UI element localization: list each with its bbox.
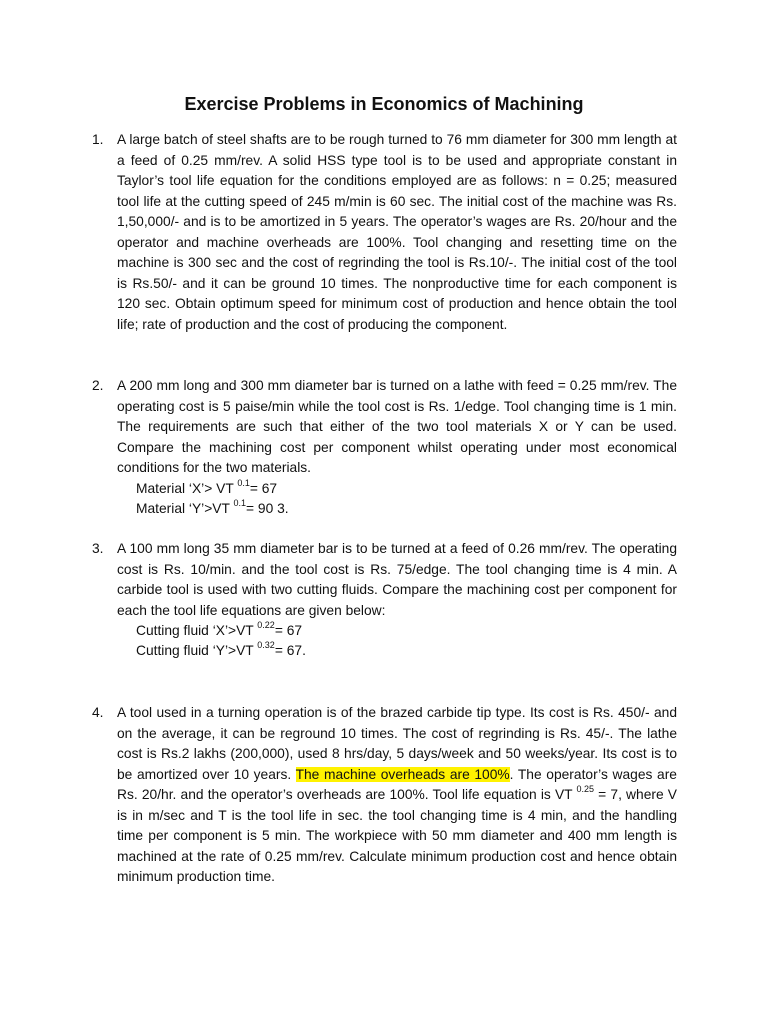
equation: Cutting fluid ‘Y’>VT $^{0.32}$= 67. (136, 640, 306, 658)
equation-list (136, 621, 677, 661)
problem-number: 2. (92, 378, 104, 393)
problem-3 (92, 539, 677, 661)
problem-4 (92, 703, 677, 888)
problem-text: A 200 mm long and 300 mm diameter bar is turned on a lathe with feed = 0.25 mm/rev. The operating cost is 5 paise/min while the tool cost is Rs. 1/edge. Tool changing time is 1 min. The requirements are such that either of the two tool materials X or Y can be used. Compare the machining cost per component whilst operating under most economical conditions for the two materials. (117, 378, 677, 475)
problem-text: A large batch of steel shafts are to be rough turned to 76 mm diameter for 300 mm length at a feed of 0.25 mm/rev. A solid HSS type tool is to be used and appropriate constant in Taylor’s tool life equation for the conditions employed are as follows: n = 0.25; measured tool life at the cutting speed of 245 m/min is 60 sec. The initial cost of the machine was Rs. 1,50,000/- and is to be amortized in 5 years. The operator’s wages are Rs. 20/hour and the operator and machine overheads are 100%. Tool changing and resetting time on the machine is 300 sec and the cost of regrinding the tool is Rs.10/-. The initial cost of the tool is Rs.50/- and it can be ground 10 times. The nonproductive time for each component is 120 sec. Obtain optimum speed for minimum cost of production and hence obtain the tool life; rate of production and the cost of producing the component. (117, 132, 677, 332)
equation-list (136, 479, 677, 519)
problem-number: 3. (92, 541, 104, 556)
equation: Material ‘X’> VT $^{0.1}$= 67 (136, 477, 278, 496)
problem-text: A tool used in a turning operation is of the brazed carbide tip type. Its cost is Rs. 450/- and on the average, it can be reground 10 times. The cost of regrinding is Rs. 45/-. The lathe cost is Rs.2 lakhs (200,000), used 8 hrs/day, 5 days/week and 50 weeks/year. Its cost is to be amortized over 10 years. The machine overheads are 100%. The operator’s wages are Rs. 20/hr. and the operator’s overheads are 100%. Tool life equation is VT $^{0.25}$ = 7, where V is in m/sec and T is the tool life in sec. the tool changing time is 4 min, and the handling time per component is 5 min. The workpiece with 50 mm diameter and 400 mm length is machined at the rate of 0.25 mm/rev. Calculate minimum production cost and hence obtain minimum production time. (117, 705, 677, 884)
highlighted-text: The machine overheads are 100% (295, 766, 510, 782)
problem-number: 1. (92, 132, 104, 147)
problem-number: 4. (92, 705, 104, 720)
problem-text: A 100 mm long 35 mm diameter bar is to be turned at a feed of 0.26 mm/rev. The operating cost is Rs. 10/min. and the tool cost is Rs. 75/edge. The tool changing time is 4 min. A carbide tool is used with two cutting fluids. Compare the machining cost per component for each the tool life equations are given below: (117, 541, 677, 618)
equation: Cutting fluid ‘X’>VT $^{0.22}$= 67 (136, 620, 303, 638)
problem-2 (92, 376, 677, 519)
problem-1 (92, 130, 677, 335)
equation: Material ‘Y’>VT $^{0.1}$= 90 3. (136, 497, 289, 516)
document-title: Exercise Problems in Economics of Machining (184, 94, 584, 114)
